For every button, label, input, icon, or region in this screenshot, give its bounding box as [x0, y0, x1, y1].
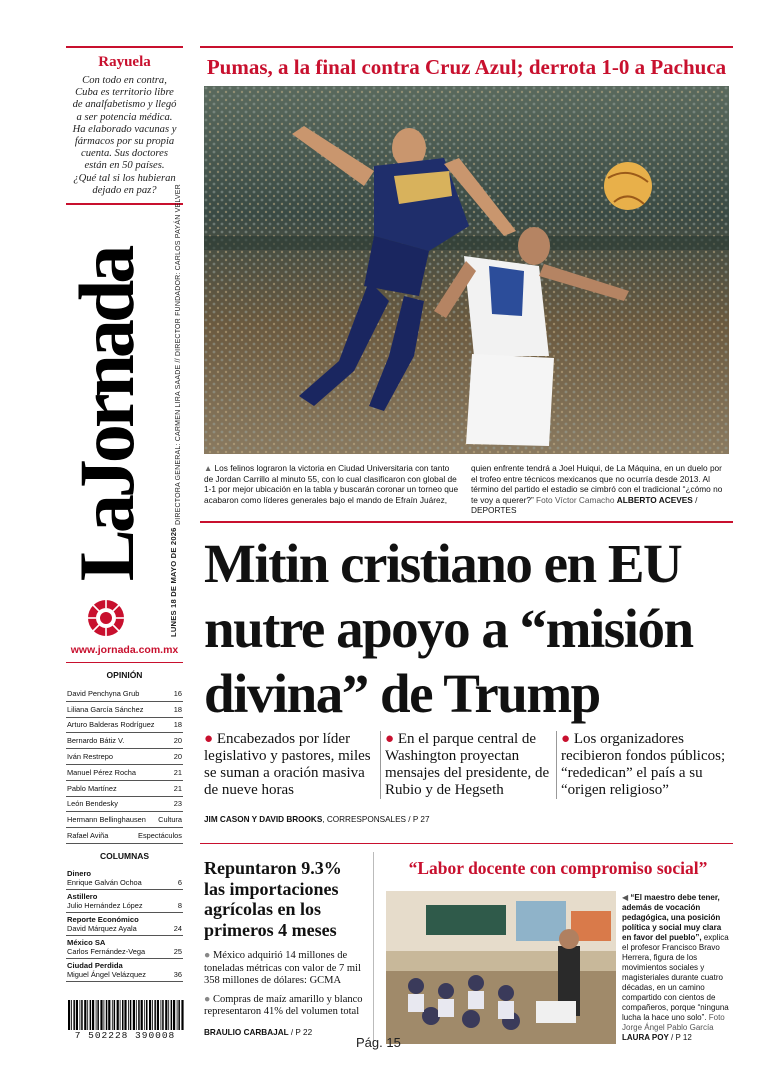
lead-headline[interactable]: Pumas, a la final contra Cruz Azul; derrota 1-0 a Pachuca — [206, 55, 727, 79]
column-name: Reporte Económico — [67, 914, 139, 924]
column-name: México SA — [67, 937, 106, 947]
barcode-bar — [120, 1000, 121, 1030]
masthead — [63, 184, 183, 640]
opinion-page: Cultura — [158, 815, 182, 825]
opinion-page: 21 — [173, 783, 182, 793]
barcode-bar — [157, 1000, 159, 1030]
opinion-author: David Penchyna Grub — [67, 688, 140, 698]
column-author-row — [67, 924, 182, 933]
index-panel — [66, 660, 183, 982]
column-page: 24 — [173, 923, 182, 933]
agri-bullet-text: México adquirió 14 millones de toneladas métricas con valor de 7 mil 358 millones de dólares: GCMA — [204, 950, 361, 986]
teacher-byline: LAURA POY — [622, 1033, 669, 1042]
barcode-bar — [165, 1000, 167, 1030]
main-bullet-text: En el parque central de Washington proyectan mensajes del presidente, de Rubio y de Hegseth — [385, 731, 550, 798]
teacher-caption-text: explica el profesor Francisco Bravo Herrera, figura de los movimientos sociales y magisteriales durante cuatro décadas, en un camino compartido con cientos de compañeros, porque “ninguna lucha la hace uno solo”. — [622, 933, 729, 1022]
logo[interactable] — [63, 215, 150, 640]
opinion-page: 20 — [173, 736, 182, 746]
column-author: Enrique Galván Ochoa — [67, 877, 142, 887]
column-row[interactable] — [66, 959, 183, 982]
barcode-bar — [128, 1000, 129, 1030]
barcode-bar — [154, 1000, 156, 1030]
barcode-bar — [80, 1000, 81, 1030]
agri-byline — [204, 1028, 364, 1037]
barcode-bar — [171, 1000, 173, 1030]
barcode-bar — [73, 1000, 75, 1030]
agri-byline-rest: / P 22 — [288, 1027, 313, 1037]
barcode-bar — [71, 1000, 72, 1030]
opinion-row[interactable] — [66, 702, 183, 718]
bullet-dot-icon: ● — [204, 731, 217, 747]
agri-bullet — [204, 994, 364, 1019]
barcode-bar — [146, 1000, 148, 1030]
divider — [200, 46, 733, 48]
column-author-row — [67, 878, 182, 887]
divider — [66, 662, 183, 663]
classroom-photo[interactable] — [386, 891, 616, 1044]
opinion-author: Liliana García Sánchez — [67, 704, 144, 714]
logo-wordmark: LaJornada — [63, 248, 150, 582]
main-bullet — [380, 731, 556, 799]
opinion-author: Rafael Aviña — [67, 831, 109, 841]
barcode-bar — [92, 1000, 94, 1030]
rayuela-text: Con todo en contra, Cuba es territorio libre de analfabetismo y llegó a ser potencia médica. Ha elaborado vacunas y fármacos por su propia cuenta. Sus doctores están en 50 países. ¿Qué tal si los hubieran dejado en paz? — [72, 75, 177, 196]
agri-imports-headline[interactable]: Repuntaron 9.3% las importaciones agrícolas en los primeros 4 meses — [204, 858, 342, 940]
opinion-list — [66, 686, 183, 844]
agri-bullet — [204, 950, 364, 988]
opinion-row[interactable] — [66, 797, 183, 813]
main-bullet-text: Los organizadores recibieron fondos públicos; “rededican” el país a su “origen religioso” — [561, 731, 726, 798]
column-author-row — [67, 901, 182, 910]
opinion-author: Arturo Balderas Rodríguez — [67, 720, 155, 730]
byline-separator: / — [695, 494, 698, 505]
barcode-bar — [162, 1000, 164, 1030]
opinion-row[interactable] — [66, 781, 183, 797]
column-page: 6 — [177, 877, 182, 887]
soccer-photo[interactable] — [204, 86, 729, 454]
barcode-bar — [178, 1000, 180, 1030]
opinion-row[interactable] — [66, 718, 183, 734]
barcode-bar — [68, 1000, 70, 1030]
barcode-bar — [90, 1000, 92, 1030]
column-page: 25 — [173, 946, 182, 956]
barcode-number: 7 502228 390008 — [66, 1030, 184, 1041]
barcode-bar — [136, 1000, 137, 1030]
barcode-bar — [108, 1000, 110, 1030]
main-bullet-text: Encabezados por líder legislativo y pastores, miles se suman a oración masiva de nueve horas — [204, 731, 371, 798]
opinion-row[interactable] — [66, 686, 183, 702]
column-row[interactable] — [66, 867, 183, 890]
agri-byline-author: BRAULIO CARBAJAL — [204, 1027, 289, 1037]
photo-caption-left — [204, 463, 460, 505]
barcode-bar — [141, 1000, 143, 1030]
column-author-row — [67, 970, 182, 979]
opinion-row[interactable] — [66, 733, 183, 749]
teacher-story — [383, 858, 733, 879]
column-row[interactable] — [66, 936, 183, 959]
soccer-photo-image — [204, 86, 729, 454]
column-name: Dinero — [67, 868, 92, 878]
main-bullet — [204, 731, 380, 799]
opinion-author: Hermann Bellinghausen — [67, 815, 146, 825]
rayuela-title: Rayuela — [98, 54, 151, 70]
column-row[interactable] — [66, 890, 183, 913]
divider — [200, 843, 733, 844]
opinion-author: Manuel Pérez Rocha — [67, 767, 137, 777]
opinion-page: 18 — [173, 704, 182, 714]
classroom-photo-image — [386, 891, 616, 1044]
column-divider — [373, 852, 374, 1044]
opinion-row[interactable] — [66, 828, 183, 844]
barcode-bar — [173, 1000, 175, 1030]
barcode-bar — [122, 1000, 124, 1030]
photo-caption-right — [471, 463, 729, 516]
columnas-list — [66, 867, 183, 982]
main-byline-rest: , CORRESPONSALES / P 27 — [322, 815, 430, 824]
rayuela-box — [66, 46, 183, 205]
lead-section: DEPORTES — [471, 505, 517, 515]
caption-left-text: Los felinos lograron la victoria en Ciudad Universitaria con tanto de Jordan Carrillo al minuto 55, con lo cual clasificaron con global de 1-1 por mejor ubicación en la tabla y buscarán coronar un torneo que acabaron como líderes generales bajo el mando de Efraín Juárez, — [204, 463, 459, 505]
column-author: Julio Hernández López — [67, 900, 143, 910]
barcode-bar — [114, 1000, 116, 1030]
caption-right-text: quien enfrente tendrá a Joel Huiqui, de La Máquina, en un duelo por el trofeo entre técnicos mexicanos que no ocurría desde 2013. Al término del partido el estadio se cimbró con el tradicional “¿cómo no te voy a querer?” — [471, 463, 723, 505]
divider — [66, 203, 183, 205]
column-author: David Márquez Ayala — [67, 923, 137, 933]
main-byline-authors: JIM CASON Y DAVID BROOKS — [204, 815, 323, 824]
caption-triangle-icon: ▲ — [204, 463, 215, 473]
column-row[interactable] — [66, 913, 183, 936]
main-bullets — [204, 731, 734, 799]
columnas-title: COLUMNAS — [99, 850, 150, 861]
barcode-bar — [84, 1000, 86, 1030]
opinion-author: León Bendesky — [67, 799, 118, 809]
column-name: Astillero — [67, 891, 98, 901]
opinion-page: 18 — [173, 720, 182, 730]
divider — [200, 521, 733, 523]
opinion-author: Iván Restrepo — [67, 752, 114, 762]
barcode-bar — [106, 1000, 108, 1030]
barcode-bar — [104, 1000, 105, 1030]
opinion-author: Bernardo Bátiz V. — [67, 736, 125, 746]
page-number: Pág. 15 — [356, 1035, 401, 1050]
barcode-bar — [112, 1000, 113, 1030]
barcode-bar — [149, 1000, 151, 1030]
barcode-bar — [168, 1000, 169, 1030]
lead-byline: ALBERTO ACEVES — [616, 494, 693, 505]
opinion-row[interactable] — [66, 812, 183, 828]
opinion-page: 16 — [173, 688, 182, 698]
opinion-row[interactable] — [66, 765, 183, 781]
barcode-bar — [152, 1000, 153, 1030]
directors-credit: DIRECTORA GENERAL: CARMEN LIRA SAADE // DIRECTOR FUNDADOR: CARLOS PAYÁN VELVER — [175, 184, 182, 525]
website-link[interactable]: www.jornada.com.mx — [70, 644, 179, 656]
bullet-dot-icon: ● — [204, 950, 213, 961]
bullet-dot-icon: ● — [561, 731, 574, 747]
main-bullet — [556, 731, 732, 799]
photo-credit: Foto Víctor Camacho — [536, 494, 615, 505]
opinion-page: Espectáculos — [138, 831, 182, 841]
column-name: Ciudad Perdida — [67, 960, 123, 970]
barcode-bar — [81, 1000, 83, 1030]
divider — [66, 46, 183, 48]
bullet-dot-icon: ● — [385, 731, 398, 747]
barcode-bar — [124, 1000, 126, 1030]
barcode-bar — [181, 1000, 183, 1030]
column-author: Miguel Ángel Velázquez — [67, 969, 146, 979]
edition-date: LUNES 18 DE MAYO DE 2026 — [169, 527, 178, 637]
caption-arrow-icon: ◀ — [622, 893, 631, 902]
teacher-photo-credit: Foto Jorge Ángel Pablo García — [622, 1013, 725, 1032]
main-byline — [204, 815, 430, 824]
agri-imports-story — [204, 858, 364, 1037]
main-headline[interactable]: Mitin cristiano en EU nutre apoyo a “misión divina” de Trump — [204, 533, 693, 724]
teacher-headline[interactable]: “Labor docente con compromiso social” — [408, 858, 708, 878]
barcode-bar — [97, 1000, 99, 1030]
barcode-bar — [96, 1000, 97, 1030]
opinion-page: 23 — [173, 799, 182, 809]
barcode-bar — [87, 1000, 88, 1030]
barcode-bar — [144, 1000, 145, 1030]
opinion-title: OPINIÓN — [106, 670, 143, 680]
barcode-bar — [130, 1000, 132, 1030]
agri-bullet-text: Compras de maíz amarillo y blanco representaron 41% del volumen total — [204, 993, 363, 1017]
teacher-caption — [622, 893, 732, 1043]
barcode-bar — [133, 1000, 135, 1030]
teacher-quote: “El maestro debe tener, además de vocación pedagógica, una posición política y social muy clara en favor del pueblo”, — [622, 893, 722, 942]
column-page: 36 — [173, 969, 182, 979]
bullet-dot-icon: ● — [204, 993, 213, 1005]
opinion-row[interactable] — [66, 749, 183, 765]
column-author-row — [67, 947, 182, 956]
barcode-bar — [138, 1000, 140, 1030]
opinion-author: Pablo Martínez — [67, 783, 117, 793]
opinion-page: 20 — [173, 752, 182, 762]
column-page: 8 — [177, 900, 182, 910]
barcode-bar — [100, 1000, 102, 1030]
barcode-bar — [76, 1000, 78, 1030]
column-author: Carlos Fernández-Vega — [67, 946, 146, 956]
opinion-page: 21 — [173, 767, 182, 777]
barcode-bar — [117, 1000, 119, 1030]
barcode-bar — [161, 1000, 162, 1030]
jornada-emblem-icon — [86, 598, 126, 638]
teacher-byline-rest: / P 12 — [668, 1033, 692, 1042]
barcode-bar — [177, 1000, 178, 1030]
